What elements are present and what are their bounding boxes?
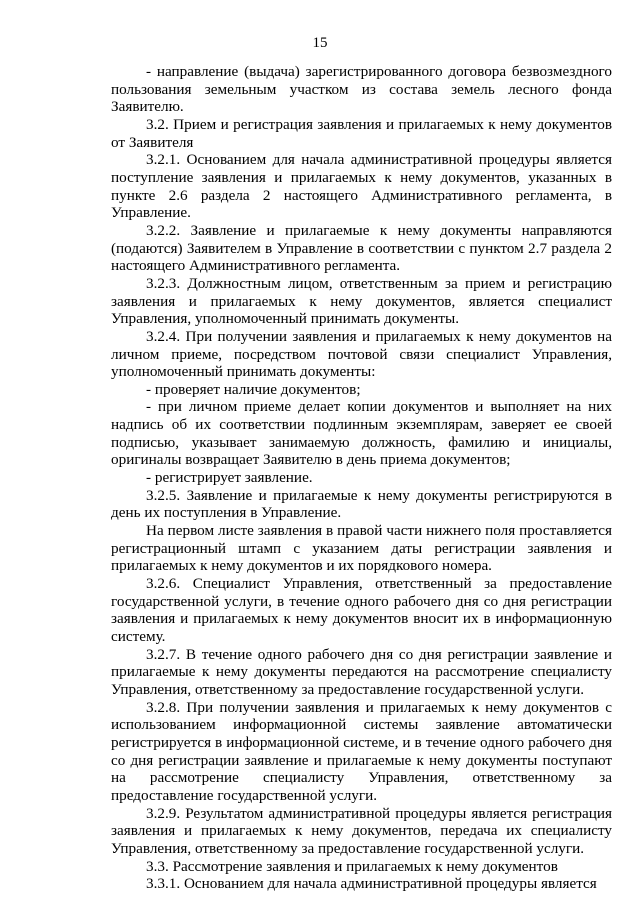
paragraph: 3.2.5. Заявление и прилагаемые к нему документы регистрируются в день их поступления в Управление.: [111, 486, 612, 522]
paragraph: 3.2.6. Специалист Управления, ответственный за предоставление государственной услуги, в течение одного рабочего дня со дня регистрации заявления и прилагаемых к нему документов вносит их в информационную систему.: [111, 575, 612, 645]
list-item: - проверяет наличие документов;: [146, 380, 361, 398]
page-number: 15: [312, 35, 328, 51]
paragraph: 3.2.3. Должностным лицом, ответственным за прием и регистрацию заявления и прилагаемых к нему документов, является специалист Управления, уполномоченный принимать документы.: [111, 274, 612, 328]
paragraph: 3.2.9. Результатом административной процедуры является регистрация заявления и прилагаемых к нему документов, передача их специалисту Управления, ответственному за предоставление государственной услуги.: [111, 804, 612, 857]
paragraph: 3.2.8. При получении заявления и прилагаемых к нему документов с использованием информационной системы заявление автоматически регистрируется в информационной системе, и в течение одного рабочего дня со дня регистрации заявление и прилагаемые к нему документы поступают на рассмотрение специалисту Управления, ответственному за предоставление государственной услуги.: [111, 698, 612, 804]
paragraph: - направление (выдача) зарегистрированного договора безвозмездного пользования земельным участком из состава земель лесного фонда Заявителю.: [111, 63, 612, 116]
paragraph: 3.2.4. При получении заявления и прилагаемых к нему документов на личном приеме, посредством почтовой связи специалист Управления, уполномоченный принимать документы:: [111, 327, 612, 381]
paragraph: 3.2.2. Заявление и прилагаемые к нему документы направляются (подаются) Заявителем в Управление в соответствии с пунктом 2.7 раздела 2 настоящего Административного регламента.: [111, 221, 612, 275]
paragraph: 3.2.7. В течение одного рабочего дня со дня регистрации заявление и прилагаемые к нему документы передаются на рассмотрение специалисту Управления, ответственному за предоставление государственной услуги.: [111, 645, 612, 698]
paragraph: 3.2.1. Основанием для начала административной процедуры является поступление заявления и прилагаемых к нему документов, указанных в пункте 2.6 раздела 2 настоящего Административного регламента, в Управление.: [111, 151, 612, 222]
section-heading-3-2: 3.2. Прием и регистрация заявления и прилагаемых к нему документов от Заявителя: [111, 115, 612, 151]
paragraph: 3.3.1. Основанием для начала административной процедуры является: [146, 875, 597, 893]
paragraph: На первом листе заявления в правой части нижнего поля проставляется регистрационный штамп с указанием даты регистрации заявления и прилагаемых к нему документов и их порядкового номера.: [111, 522, 612, 575]
list-item: - при личном приеме делает копии документов и выполняет на них надпись об их соответствии подлинным экземплярам, заверяет ее своей подписью, указывает занимаемую должность, фамилию и инициалы, оригиналы возвращает Заявителю в день приема документов;: [111, 398, 612, 469]
document-body: [111, 63, 612, 893]
list-item: - регистрирует заявление.: [146, 469, 313, 487]
section-heading-3-3: 3.3. Рассмотрение заявления и прилагаемых к нему документов: [146, 857, 558, 875]
